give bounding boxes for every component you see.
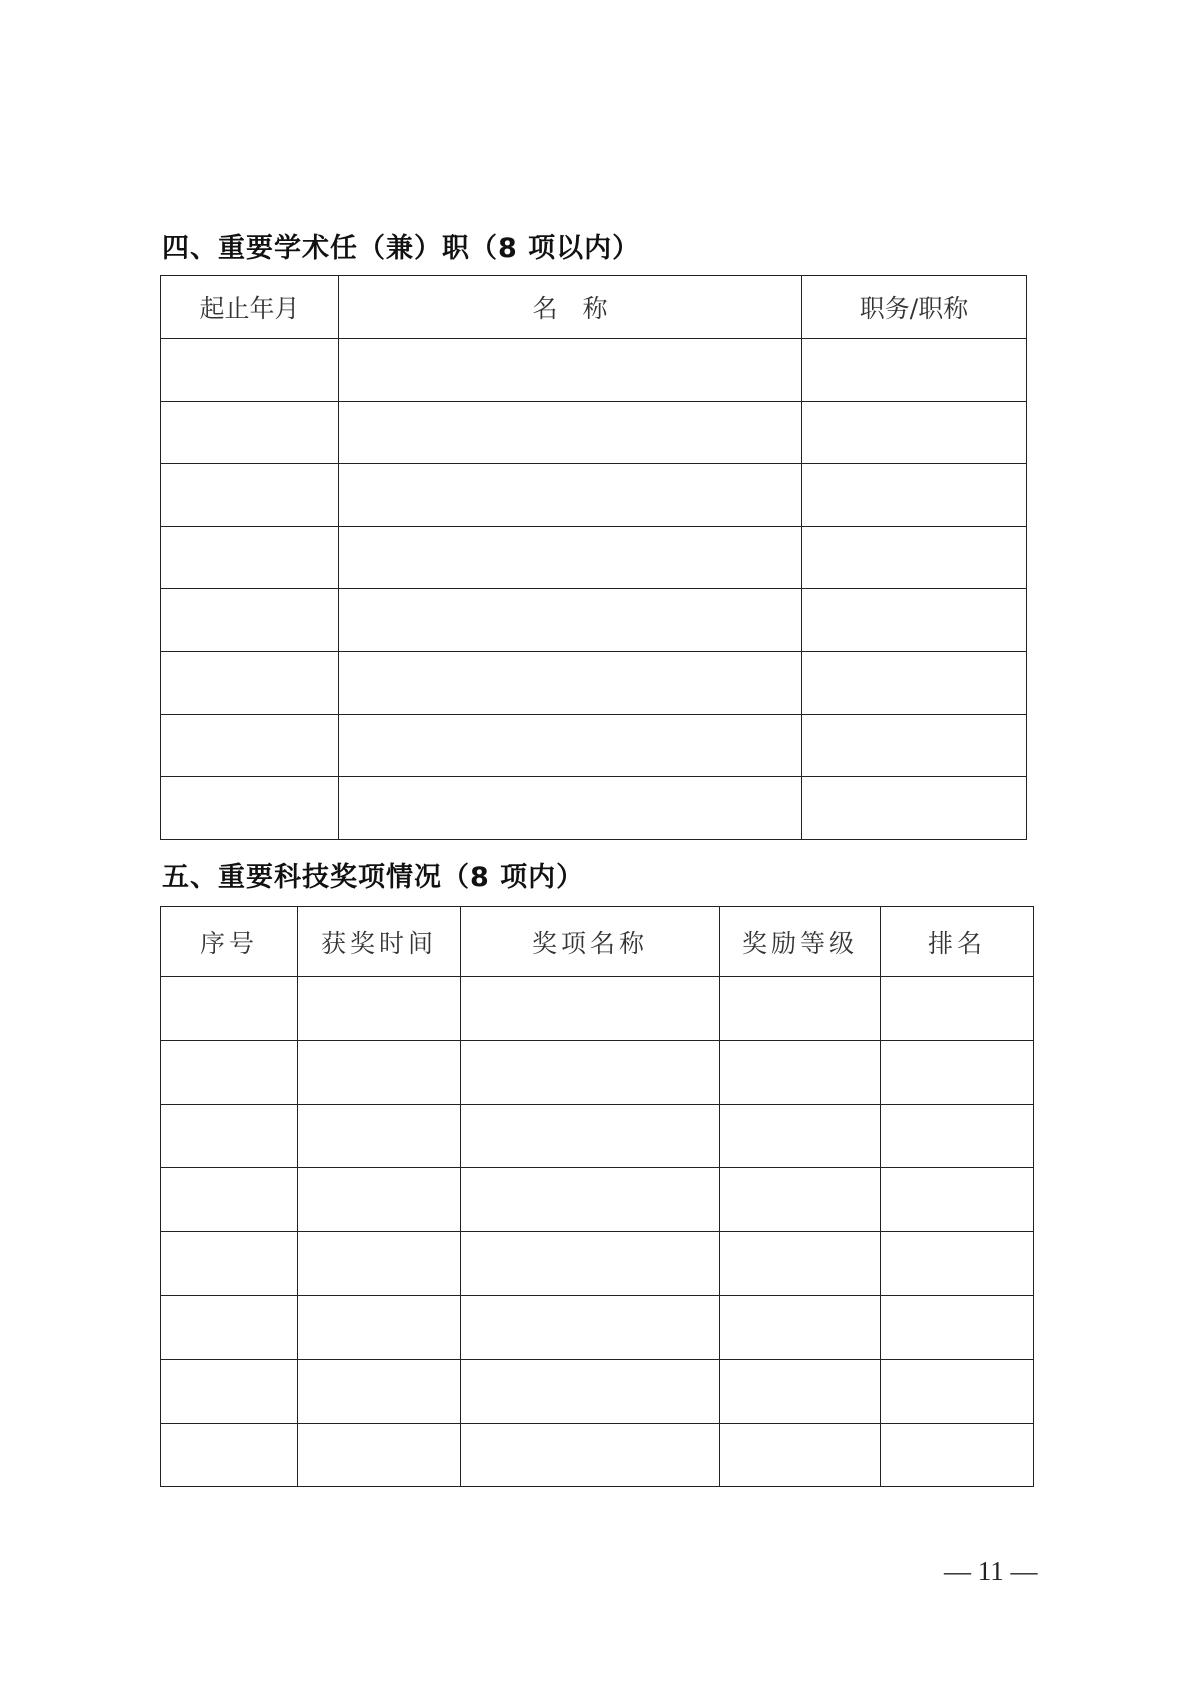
header-award-name: 奖项名称 xyxy=(461,907,720,977)
academic-position-cell[interactable] xyxy=(161,464,339,527)
award-cell[interactable] xyxy=(161,1295,298,1359)
table-row xyxy=(161,777,1027,840)
page-number: — 11 — xyxy=(944,1556,1038,1586)
academic-position-cell[interactable] xyxy=(161,401,339,464)
award-cell[interactable] xyxy=(298,1232,461,1296)
award-cell[interactable] xyxy=(720,1232,881,1296)
academic-position-cell[interactable] xyxy=(161,589,339,652)
academic-position-cell[interactable] xyxy=(339,401,802,464)
award-cell[interactable] xyxy=(161,977,298,1041)
award-cell[interactable] xyxy=(881,1423,1034,1487)
award-cell[interactable] xyxy=(298,1168,461,1232)
academic-position-cell[interactable] xyxy=(161,714,339,777)
table-row xyxy=(161,1104,1034,1168)
academic-position-cell[interactable] xyxy=(161,339,339,402)
table-row xyxy=(161,401,1027,464)
academic-position-cell[interactable] xyxy=(802,651,1027,714)
academic-position-cell[interactable] xyxy=(802,777,1027,840)
award-cell[interactable] xyxy=(881,977,1034,1041)
academic-position-cell[interactable] xyxy=(339,714,802,777)
table-row xyxy=(161,464,1027,527)
academic-position-cell[interactable] xyxy=(161,651,339,714)
table-row xyxy=(161,589,1027,652)
table-row xyxy=(161,1359,1034,1423)
header-start-end-date: 起止年月 xyxy=(161,276,339,339)
table-row xyxy=(161,1423,1034,1487)
header-name: 名 称 xyxy=(339,276,802,339)
award-cell[interactable] xyxy=(720,977,881,1041)
table-row xyxy=(161,714,1027,777)
table-row xyxy=(161,1040,1034,1104)
academic-position-cell[interactable] xyxy=(802,589,1027,652)
award-cell[interactable] xyxy=(161,1423,298,1487)
table-row xyxy=(161,1232,1034,1296)
award-cell[interactable] xyxy=(720,1040,881,1104)
table-row xyxy=(161,1168,1034,1232)
table-row xyxy=(161,651,1027,714)
award-cell[interactable] xyxy=(161,1168,298,1232)
section-4-title: 四、重要学术任（兼）职（8 项以内） xyxy=(162,233,641,264)
academic-position-cell[interactable] xyxy=(339,651,802,714)
award-cell[interactable] xyxy=(720,1168,881,1232)
award-cell[interactable] xyxy=(298,1040,461,1104)
academic-position-cell[interactable] xyxy=(802,401,1027,464)
header-award-level: 奖励等级 xyxy=(720,907,881,977)
section-5-title: 五、重要科技奖项情况（8 项内） xyxy=(162,862,585,893)
academic-positions-table xyxy=(160,275,1027,840)
header-ranking: 排名 xyxy=(881,907,1034,977)
award-cell[interactable] xyxy=(461,977,720,1041)
award-cell[interactable] xyxy=(881,1359,1034,1423)
award-cell[interactable] xyxy=(298,1295,461,1359)
header-position-title: 职务/职称 xyxy=(802,276,1027,339)
academic-position-cell[interactable] xyxy=(802,714,1027,777)
academic-position-cell[interactable] xyxy=(802,526,1027,589)
award-cell[interactable] xyxy=(881,1295,1034,1359)
table-header-row xyxy=(161,276,1027,339)
awards-table xyxy=(160,906,1034,1487)
academic-position-cell[interactable] xyxy=(339,777,802,840)
award-cell[interactable] xyxy=(161,1359,298,1423)
award-cell[interactable] xyxy=(720,1423,881,1487)
award-cell[interactable] xyxy=(298,1423,461,1487)
award-cell[interactable] xyxy=(161,1232,298,1296)
award-cell[interactable] xyxy=(461,1295,720,1359)
table-header-row xyxy=(161,907,1034,977)
award-cell[interactable] xyxy=(461,1168,720,1232)
award-cell[interactable] xyxy=(720,1104,881,1168)
academic-position-cell[interactable] xyxy=(802,339,1027,402)
table-row xyxy=(161,1295,1034,1359)
award-cell[interactable] xyxy=(881,1232,1034,1296)
award-cell[interactable] xyxy=(881,1040,1034,1104)
award-cell[interactable] xyxy=(298,977,461,1041)
academic-position-cell[interactable] xyxy=(339,339,802,402)
table-row xyxy=(161,526,1027,589)
award-cell[interactable] xyxy=(461,1104,720,1168)
award-cell[interactable] xyxy=(298,1104,461,1168)
academic-position-cell[interactable] xyxy=(339,526,802,589)
award-cell[interactable] xyxy=(161,1040,298,1104)
award-cell[interactable] xyxy=(461,1423,720,1487)
header-award-date: 获奖时间 xyxy=(298,907,461,977)
award-cell[interactable] xyxy=(461,1232,720,1296)
award-cell[interactable] xyxy=(461,1359,720,1423)
header-serial-number: 序号 xyxy=(161,907,298,977)
award-cell[interactable] xyxy=(298,1359,461,1423)
academic-position-cell[interactable] xyxy=(161,526,339,589)
table-row xyxy=(161,339,1027,402)
award-cell[interactable] xyxy=(881,1104,1034,1168)
table-row xyxy=(161,977,1034,1041)
academic-position-cell[interactable] xyxy=(161,777,339,840)
academic-position-cell[interactable] xyxy=(802,464,1027,527)
award-cell[interactable] xyxy=(881,1168,1034,1232)
academic-position-cell[interactable] xyxy=(339,464,802,527)
award-cell[interactable] xyxy=(461,1040,720,1104)
award-cell[interactable] xyxy=(161,1104,298,1168)
academic-position-cell[interactable] xyxy=(339,589,802,652)
award-cell[interactable] xyxy=(720,1359,881,1423)
award-cell[interactable] xyxy=(720,1295,881,1359)
